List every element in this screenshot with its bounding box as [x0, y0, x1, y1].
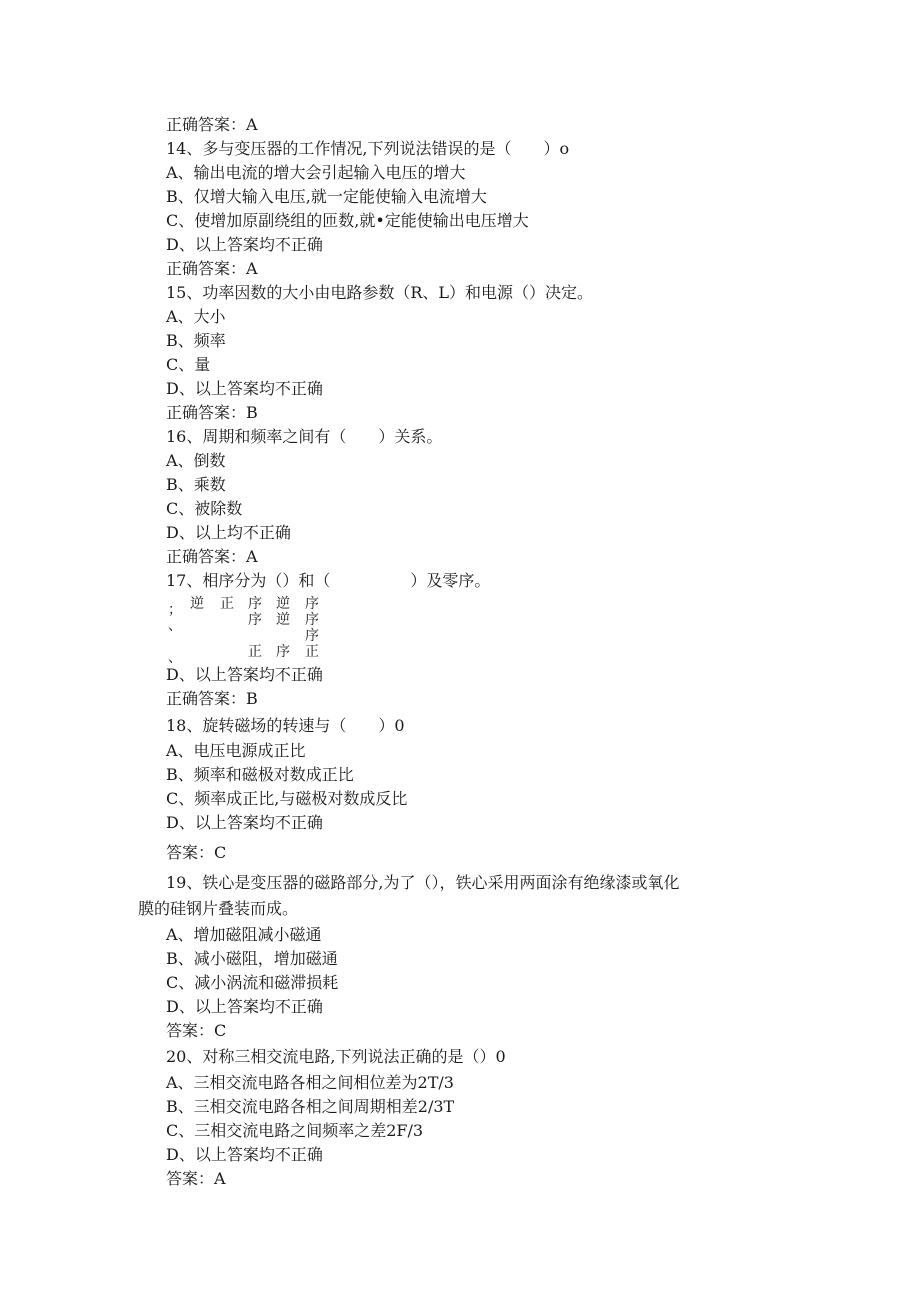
- question-19: 19、铁心是变压器的磁路部分,为了（），铁心采用两面涂有绝缘漆或氧化: [166, 873, 680, 892]
- option-line: D、以上答案均不正确: [166, 235, 323, 254]
- scrambled-column: 正: [220, 596, 234, 612]
- option-line: C、频率成正比,与磁极对数成反比: [166, 789, 408, 808]
- question-17: 17、相序分为（）和（ ）及零序。: [166, 571, 491, 590]
- scrambled-column: 序 序 序 正: [305, 596, 319, 660]
- question-14: 14、多与变压器的工作情况,下列说法错误的是（ ）o: [166, 139, 570, 158]
- option-line: B、乘数: [166, 475, 226, 494]
- option-line: A、倒数: [166, 451, 226, 470]
- option-line: D、以上答案均不正确: [166, 1145, 323, 1164]
- answer-line: 正确答案：B: [166, 689, 258, 708]
- option-line: D、以上答案均不正确: [166, 665, 323, 684]
- option-line: D、以上答案均不正确: [166, 997, 323, 1016]
- option-line: A、三相交流电路各相之间相位差为2T/3: [166, 1073, 454, 1092]
- option-line: C、减小涡流和磁滞损耗: [166, 973, 339, 992]
- answer-line: 正确答案：A: [166, 259, 258, 278]
- answer-line: 答案：C: [166, 1021, 227, 1040]
- question-18: 18、旋转磁场的转速与（ ）0: [166, 716, 405, 735]
- option-line: D、以上答案均不正确: [166, 813, 323, 832]
- option-line: B、三相交流电路各相之间周期相差2/3T: [166, 1097, 455, 1116]
- option-line: A、输出电流的增大会引起输入电压的增大: [166, 163, 466, 182]
- scrambled-column: 序 序 正: [248, 596, 262, 660]
- option-line: C、使增加原副绕组的匝数,就•定能使输出电压增大: [166, 211, 529, 230]
- question-16: 16、周期和频率之间有（ ）关系。: [166, 427, 443, 446]
- question-19-continued: 膜的硅钢片叠装而成。: [138, 899, 299, 918]
- option-line: C、量: [166, 355, 211, 374]
- option-line: B、仅增大输入电压,就一定能使输入电流增大: [166, 187, 487, 206]
- answer-line: 正确答案：A: [166, 115, 258, 134]
- scrambled-column: 逆: [190, 596, 204, 612]
- answer-line: 答案：A: [166, 1169, 226, 1188]
- option-line: C、三相交流电路之间频率之差2F/3: [166, 1121, 424, 1140]
- scrambled-left-marks: ； 、 、: [168, 602, 182, 666]
- scrambled-column: 逆 逆 序: [276, 596, 290, 660]
- answer-line: 正确答案：A: [166, 547, 258, 566]
- option-line: D、以上均不正确: [166, 523, 291, 542]
- option-line: A、电压电源成正比: [166, 741, 306, 760]
- option-line: B、减小磁阻，增加磁通: [166, 949, 338, 968]
- option-line: B、频率和磁极对数成正比: [166, 765, 354, 784]
- question-15: 15、功率因数的大小由电路参数（R、L）和电源（）决定。: [166, 283, 594, 302]
- answer-line: 正确答案：B: [166, 403, 258, 422]
- option-line: D、以上答案均不正确: [166, 379, 323, 398]
- option-line: A、大小: [166, 307, 226, 326]
- option-line: A、增加磁阻减小磁通: [166, 925, 322, 944]
- option-line: B、频率: [166, 331, 226, 350]
- question-20: 20、对称三相交流电路,下列说法正确的是（）0: [166, 1047, 506, 1066]
- answer-line: 答案：C: [166, 843, 227, 862]
- option-line: C、被除数: [166, 499, 243, 518]
